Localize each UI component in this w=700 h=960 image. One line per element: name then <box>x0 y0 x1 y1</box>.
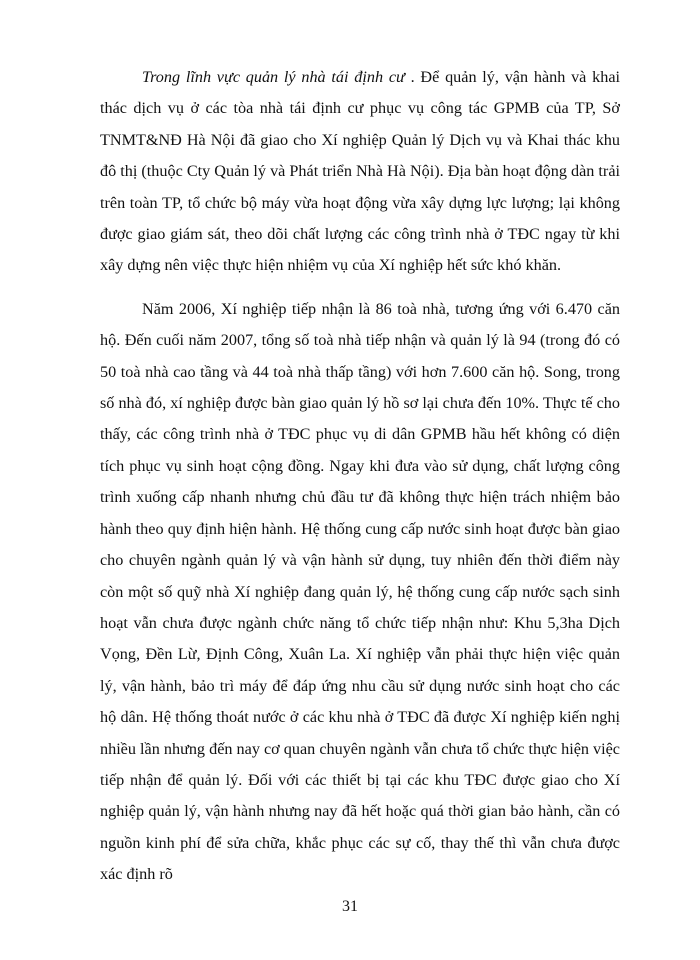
paragraph-1-text: . Để quản lý, vận hành và khai thác dịch vụ ở các tòa nhà tái định cư phục vụ công tác GPMB của TP, Sở TNMT&NĐ Hà Nội đã giao cho Xí nghiệp Quản lý Dịch vụ và Khai thác khu đô thị (thuộc Cty Quản lý và Phát triển Nhà Hà Nội). Địa bàn hoạt động dàn trải trên toàn TP, tổ chức bộ máy vừa hoạt động vừa xây dựng lực lượng; lại không được giao giám sát, theo dõi chất lượng các công trình nhà ở TĐC ngay từ khi xây dựng nên việc thực hiện nhiệm vụ của Xí nghiệp hết sức khó khăn. <box>100 68 620 275</box>
body-text <box>100 62 620 891</box>
paragraph-1 <box>100 62 620 282</box>
paragraph-2 <box>100 294 620 891</box>
page-number: 31 <box>342 898 358 915</box>
paragraph-1-italic-lead: Trong lĩnh vực quản lý nhà tái định cư <box>142 68 405 86</box>
paragraph-2-text: Năm 2006, Xí nghiệp tiếp nhận là 86 toà nhà, tương ứng với 6.470 căn hộ. Đến cuối năm 2007, tổng số toà nhà tiếp nhận và quản lý là 94 (trong đó có 50 toà nhà cao tầng và 44 toà nhà thấp tầng) với hơn 7.600 căn hộ. Song, trong số nhà đó, xí nghiệp được bàn giao quản lý hồ sơ lại chưa đến 10%. Thực tế cho thấy, các công trình nhà ở TĐC phục vụ di dân GPMB hầu hết không có diện tích phục vụ sinh hoạt cộng đồng. Ngay khi đưa vào sử dụng, chất lượng công trình xuống cấp nhanh nhưng chủ đầu tư đã không thực hiện trách nhiệm bảo hành theo quy định hiện hành. Hệ thống cung cấp nước sinh hoạt được bàn giao cho chuyên ngành quản lý và vận hành sử dụng, tuy nhiên đến thời điểm này còn một số quỹ nhà Xí nghiệp đang quản lý, hệ thống cung cấp nước sạch sinh hoạt vẫn chưa được ngành chức năng tổ chức tiếp nhận như: Khu 5,3ha Dịch Vọng, Đền Lừ, Định Công, Xuân La. Xí nghiệp vẫn phải thực hiện việc quản lý, vận hành, bảo trì máy để đáp ứng nhu cầu sử dụng nước sinh hoạt cho các hộ dân. Hệ thống thoát nước ở các khu nhà ở TĐC đã được Xí nghiệp kiến nghị nhiều lần nhưng đến nay cơ quan chuyên ngành vẫn chưa tổ chức thực hiện việc tiếp nhận để quản lý. Đối với các thiết bị tại các khu TĐC được giao cho Xí nghiệp quản lý, vận hành nhưng nay đã hết hoặc quá thời gian bảo hành, cần có nguồn kinh phí để sửa chữa, khắc phục các sự cố, thay thế thì vẫn chưa được xác định rõ <box>100 299 620 884</box>
